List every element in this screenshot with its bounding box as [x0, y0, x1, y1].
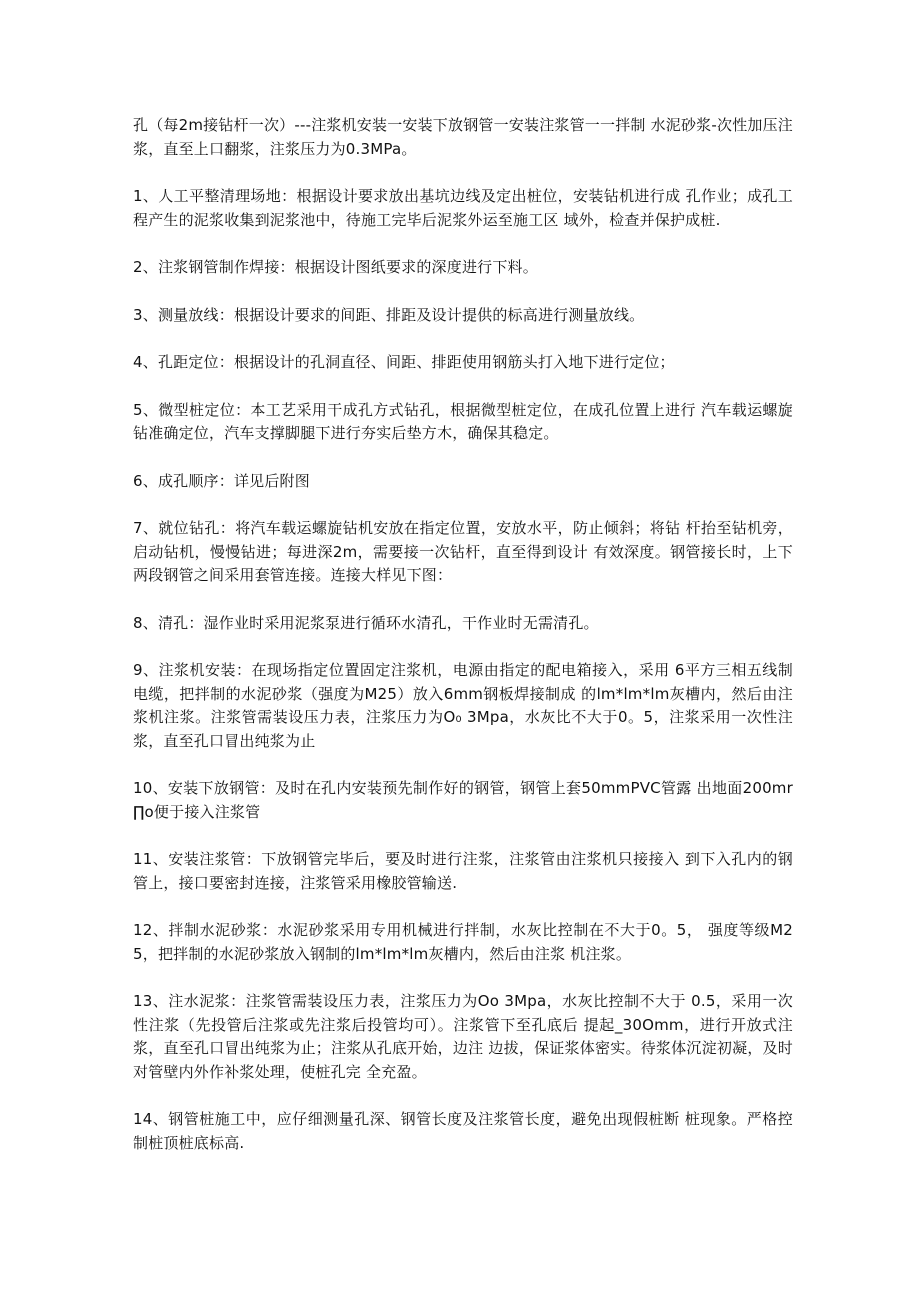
paragraph-step-2: 2、注浆钢管制作焊接：根据设计图纸要求的深度进行下料。	[133, 258, 538, 276]
paragraph-step-8: 8、清孔：湿作业时采用泥浆泵进行循环水清孔，干作业时无需清孔。	[133, 613, 599, 632]
document-body	[133, 114, 793, 1179]
paragraph-step-4: 4、孔距定位：根据设计的孔洞直径、间距、排距使用钢筋头打入地下进行定位；	[133, 353, 675, 371]
paragraph-step-11: 11、安装注浆管：下放钢管完毕后，要及时进行注浆，注浆管由注浆机只接接入 到下入孔内的钢管上，接口要密封连接，注浆管采用橡胶管输送.	[133, 850, 793, 892]
paragraph-intro: 孔（每2m接钻杆一次）---注浆机安装一安装下放钢管一安装注浆管一一拌制 水泥砂浆-次性加压注浆，直至上口翻浆，注浆压力为0.3MPa。	[133, 116, 793, 158]
paragraph-step-9: 9、注浆机安装：在现场指定位置固定注浆机，电源由指定的配电箱接入，采用 6平方三相五线制电缆，把拌制的水泥砂浆（强度为M25）放入6mm钢板焊接制成 的lm*lm*lm灰槽内，然后由注浆机注浆。注浆管需装设压力表，注浆压力为O₀ 3Mpa，水灰比不大于0。5，注浆采用一次性注浆，直至孔口冒出纯浆为止	[133, 661, 793, 750]
paragraph-step-12: 12、拌制水泥砂浆：水泥砂浆采用专用机械进行拌制，水灰比控制在不大于0。5， 强度等级M25，把拌制的水泥砂浆放入钢制的lm*lm*lm灰槽内，然后由注浆 机注浆。	[133, 921, 793, 963]
paragraph-step-6: 6、成孔顺序：详见后附图	[133, 471, 310, 490]
paragraph-step-14: 14、钢管桩施工中，应仔细测量孔深、钢管长度及注浆管长度，避免出现假桩断 桩现象。严格控制桩顶桩底标高.	[133, 1110, 793, 1152]
paragraph-step-10: 10、安装下放钢管：及时在孔内安装预先制作好的钢管，钢管上套50mmPVC管露 出地面200mr∏o便于接入注浆管	[133, 779, 793, 821]
paragraph-step-3: 3、测量放线：根据设计要求的间距、排距及设计提供的标高进行测量放线。	[133, 305, 645, 324]
paragraph-step-5: 5、微型桩定位：本工艺采用干成孔方式钻孔，根据微型桩定位，在成孔位置上进行 汽车载运螺旋钻准确定位，汽车支撑脚腿下进行夯实后垫方木，确保其稳定。	[133, 400, 793, 442]
paragraph-step-7: 7、就位钻孔：将汽车载运螺旋钻机安放在指定位置，安放水平，防止倾斜；将钻 杆抬至钻机旁，启动钻机，慢慢钻进；每进深2m，需要接一次钻杆，直至得到设计 有效深度。钢管接长时，上下两段钢管之间采用套管连接。连接大样见下图：	[133, 519, 793, 584]
paragraph-step-1: 1、人工平整清理场地：根据设计要求放出基坑边线及定出桩位，安装钻机进行成 孔作业；成孔工程产生的泥浆收集到泥浆池中，待施工完毕后泥浆外运至施工区 域外，检查并保护成桩.	[133, 187, 793, 229]
paragraph-step-13: 13、注水泥浆：注浆管需装设压力表，注浆压力为Oo 3Mpa，水灰比控制不大于 0.5，采用一次性注浆（先投管后注浆或先注浆后投管均可）。注浆管下至孔底后 提起_30Omm，进行开放式注浆，直至孔口冒出纯浆为止；注浆从孔底开始，边注 边拔，保证浆体密实。待浆体沉淀初凝，及时对管壁内外作补浆处理，使桩孔完 全充盈。	[133, 992, 793, 1081]
